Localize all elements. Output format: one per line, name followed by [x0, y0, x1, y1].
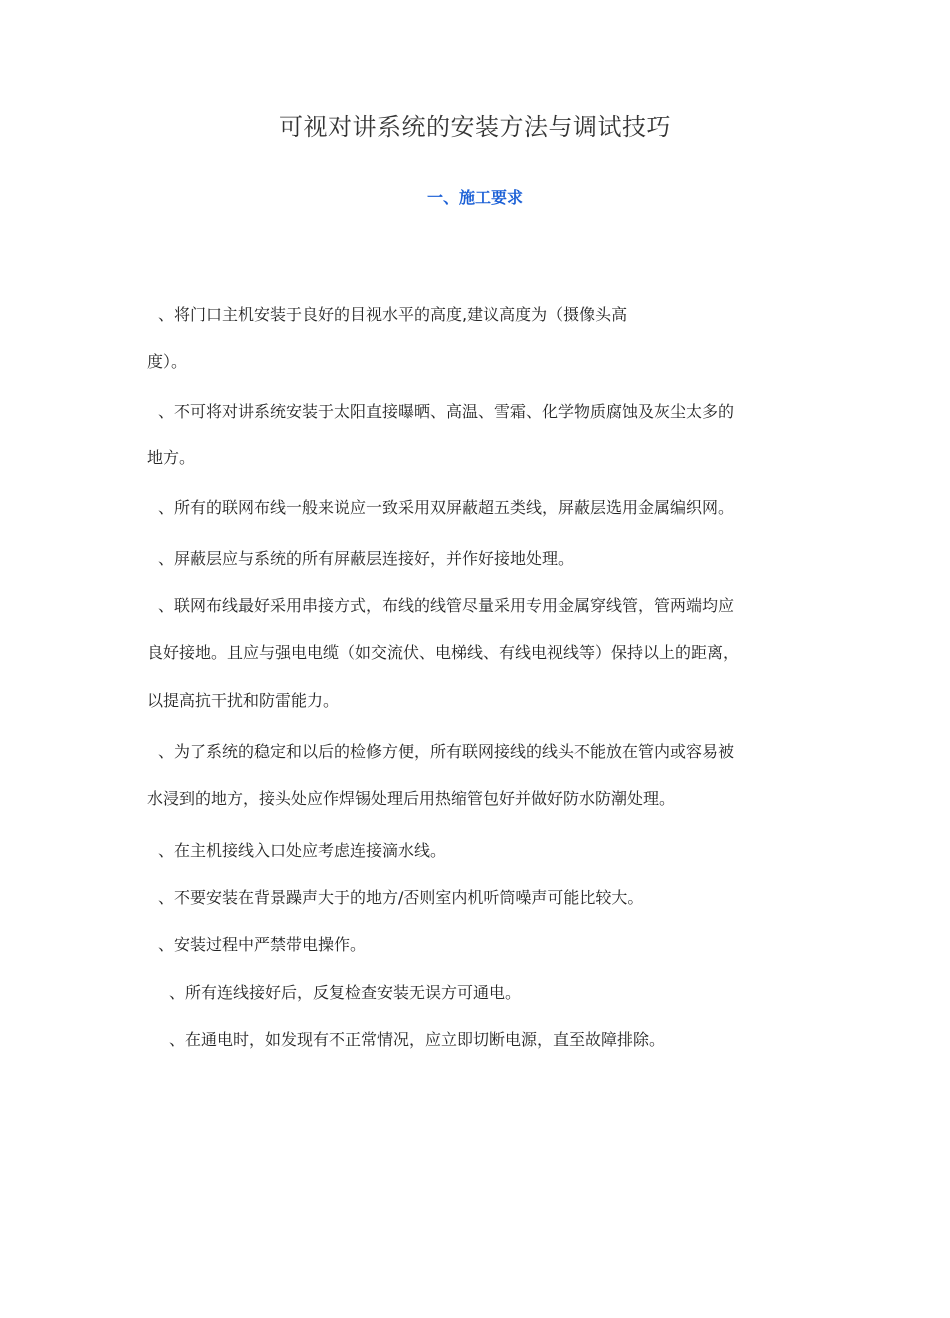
- body-line-16: 、在通电时，如发现有不正常情况，应立即切断电源，直至故障排除。: [169, 1030, 666, 1049]
- body-line-1: 、将门口主机安装于良好的目视水平的高度,建议高度为（摄像头高: [158, 305, 628, 324]
- body-line-14: 、安装过程中严禁带电操作。: [158, 935, 367, 954]
- body-line-7: 、联网布线最好采用串接方式，布线的线管尽量采用专用金属穿线管，管两端均应: [158, 596, 735, 615]
- body-line-4: 地方。: [147, 448, 196, 467]
- document-title: 可视对讲系统的安装方法与调试技巧: [279, 113, 671, 141]
- body-line-15: 、所有连线接好后，反复检查安装无误方可通电。: [169, 983, 522, 1002]
- body-line-6: 、屏蔽层应与系统的所有屏蔽层连接好，并作好接地处理。: [158, 549, 575, 568]
- body-line-3: 、不可将对讲系统安装于太阳直接曝晒、高温、雪霜、化学物质腐蚀及灰尘太多的: [158, 402, 735, 421]
- body-line-8: 良好接地。且应与强电电缆（如交流伏、电梯线、有线电视线等）保持以上的距离，: [147, 643, 740, 662]
- body-line-9: 以提高抗干扰和防雷能力。: [147, 691, 340, 710]
- body-line-5: 、所有的联网布线一般来说应一致采用双屏蔽超五类线，屏蔽层选用金属编织网。: [158, 498, 735, 517]
- body-line-2: 度）。: [147, 352, 188, 371]
- body-line-11: 水浸到的地方，接头处应作焊锡处理后用热缩管包好并做好防水防潮处理。: [147, 789, 676, 808]
- body-line-13: 、不要安装在背景躁声大于的地方/否则室内机听筒噪声可能比较大。: [158, 888, 644, 907]
- section-heading: 一、施工要求: [426, 188, 523, 207]
- body-line-10: 、为了系统的稳定和以后的检修方便，所有联网接线的线头不能放在管内或容易被: [158, 742, 735, 761]
- body-line-12: 、在主机接线入口处应考虑连接滴水线。: [158, 841, 447, 860]
